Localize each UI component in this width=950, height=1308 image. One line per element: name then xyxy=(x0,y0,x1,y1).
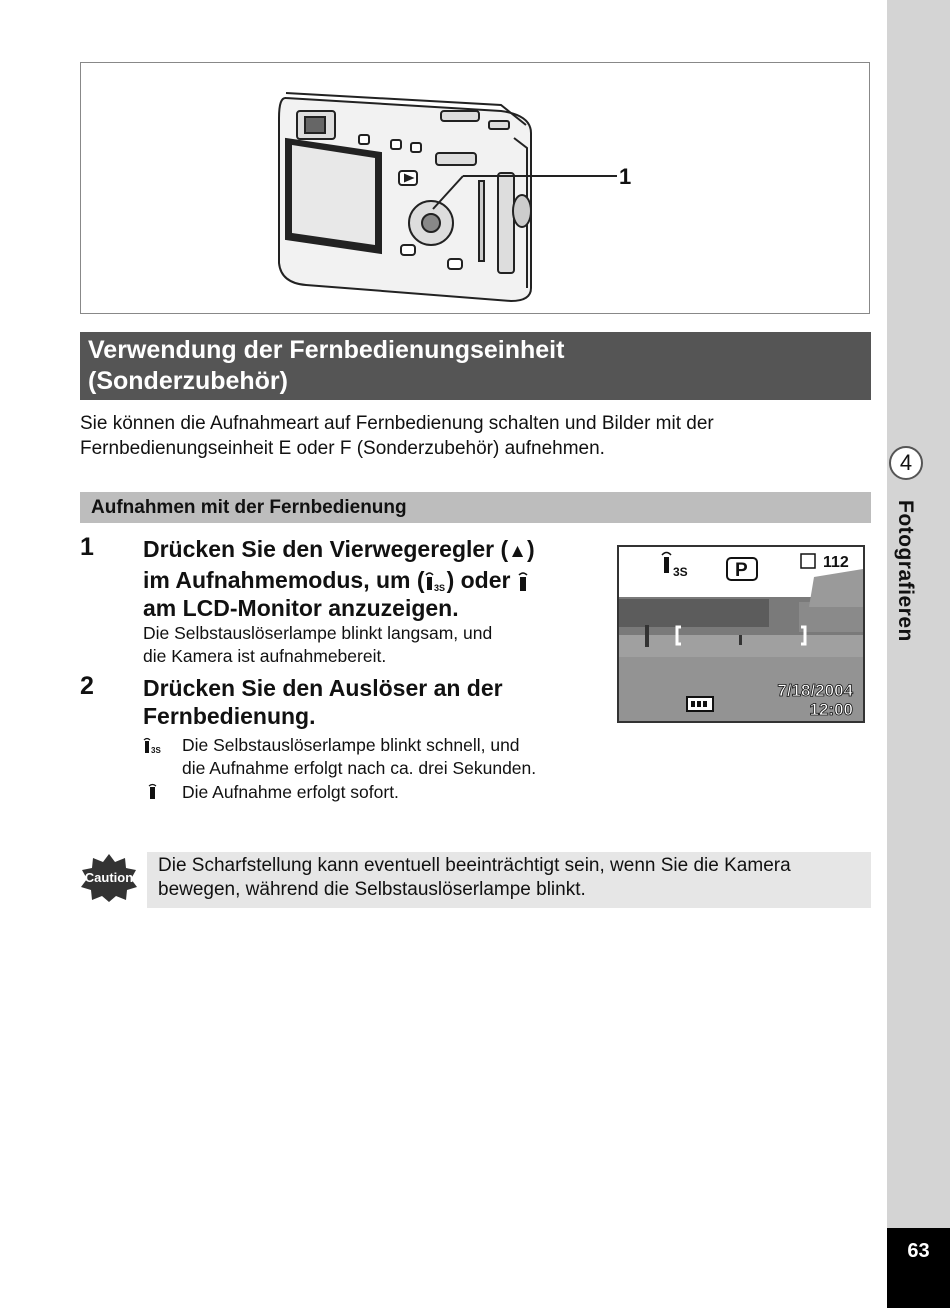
intro-line-1: Sie können die Aufnahmeart auf Fernbedienung schalten und Bilder mit der xyxy=(80,413,714,434)
lcd-time: 12:00 xyxy=(809,700,853,719)
section-title xyxy=(80,332,871,400)
caution-note xyxy=(147,852,871,908)
step-number-1: 1 xyxy=(80,533,94,561)
step-1-heading-text-e: ) oder xyxy=(446,567,511,593)
page-number: 63 xyxy=(887,1228,950,1308)
up-arrow-icon: ▲ xyxy=(508,541,527,562)
caution-badge-text: Caution xyxy=(84,870,134,885)
step-2-heading-line-2: Fernbedienung. xyxy=(143,703,316,729)
step-1-heading-text-f: am LCD-Monitor anzuzeigen. xyxy=(143,595,459,621)
intro-paragraph xyxy=(80,411,870,461)
step-1-heading xyxy=(143,535,593,622)
caution-icon xyxy=(80,852,138,902)
remote-icon xyxy=(517,570,529,594)
section-title-line-2: (Sonderzubehör) xyxy=(88,367,288,395)
lcd-date: 7/18/2004 xyxy=(777,681,853,700)
step-2-item-3s-line-1: Die Selbstauslöserlampe blinkt schnell, und xyxy=(182,735,520,755)
caution-line-1: Die Scharfstellung kann eventuell beeinträchtigt sein, wenn Sie die Kamera xyxy=(158,855,791,876)
svg-text:3S: 3S xyxy=(433,582,445,593)
camera-back-illustration xyxy=(81,63,871,315)
step-2-item-instant: Die Aufnahme erfolgt sofort. xyxy=(182,782,399,802)
lcd-monitor-preview xyxy=(617,545,865,723)
step-2-heading-line-1: Drücken Sie den Auslöser an der xyxy=(143,675,503,701)
step-1-body-line-2: die Kamera ist aufnahmebereit. xyxy=(143,646,387,666)
svg-text:3S: 3S xyxy=(151,746,161,755)
step-1-heading-text-a: Drücken Sie den Vierwegeregler ( xyxy=(143,536,509,562)
step-1-body-line-1: Die Selbstauslöserlampe blinkt langsam, und xyxy=(143,623,493,643)
intro-line-2: Fernbedienungseinheit E oder F (Sonderzubehör) aufnehmen. xyxy=(80,438,605,459)
caution-line-2: bewegen, während die Selbstauslöserlampe blinkt. xyxy=(158,879,586,900)
remote-3s-icon xyxy=(425,570,447,594)
lcd-mode: P xyxy=(735,560,748,581)
camera-figure xyxy=(80,62,870,314)
chapter-number-tab xyxy=(887,446,950,482)
step-2-item-3s-line-2: die Aufnahme erfolgt nach ca. drei Sekunden. xyxy=(182,758,537,778)
step-1-heading-text-c: ) xyxy=(526,536,535,562)
subsection-title: Aufnahmen mit der Fernbedienung xyxy=(80,492,871,523)
chapter-title: Fotografieren xyxy=(894,500,917,642)
step-2-item-3s xyxy=(182,734,536,780)
step-1-heading-text-d: im Aufnahmemodus, um ( xyxy=(143,567,425,593)
step-2-heading xyxy=(143,674,503,730)
step-1-body xyxy=(143,622,492,668)
lcd-remote-label: 3S xyxy=(673,565,688,579)
chapter-number: 4 xyxy=(889,446,923,480)
lcd-shots-remaining: 112 xyxy=(823,554,849,571)
remote-3s-icon xyxy=(143,737,173,755)
lcd-scene xyxy=(619,547,863,721)
remote-icon xyxy=(147,783,159,801)
section-title-line-1: Verwendung der Fernbedienungseinheit xyxy=(88,336,565,364)
callout-label: 1 xyxy=(619,164,632,189)
step-number-2: 2 xyxy=(80,672,94,700)
